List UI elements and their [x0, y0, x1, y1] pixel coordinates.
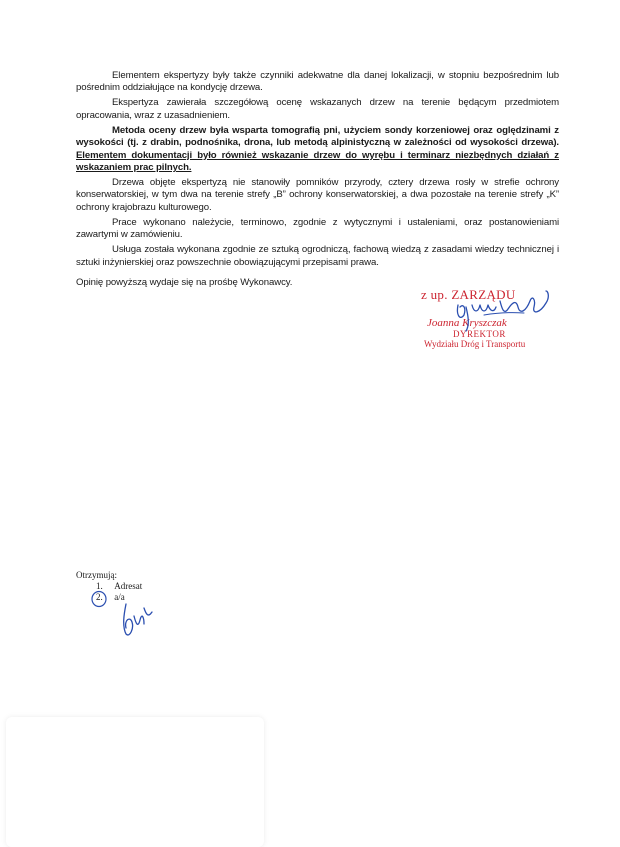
recipient-label: a/a: [114, 592, 125, 602]
paragraph-6: Usługa została wykonana zgodnie ze sztuką ogrodniczą, fachową wiedzą z zasadami wiedzy technicznej i sztuki inżynierskiej oraz powszechnie obowiązującymi przepisami prawa.: [76, 244, 559, 268]
initials-signature: [116, 598, 156, 642]
stamp-title: DYREKTOR: [453, 329, 506, 339]
paragraph-3-underlined: Elementem dokumentacji było również wskazanie drzew do wyrębu i terminarz niezbędnych działań z wskazaniem prac pilnych.: [76, 149, 559, 174]
official-stamp: [400, 285, 570, 355]
paragraph-1: Elementem ekspertyzy były także czynniki adekwatne dla danej lokalizacji, w stopniu bezpośrednim lub pośrednim oddziałujące na kondycję drzewa.: [76, 70, 559, 94]
stamp-name: Joanna Kryszczak: [427, 317, 507, 329]
paragraph-3: [76, 125, 559, 175]
paragraph-3-bold: Metoda oceny drzew była wsparta tomografią pni, użyciem sondy korzeniowej oraz oględzinami z wysokości (tj. z drabin, podnośnika, drona, lub metodą alpinistyczną w zależności od wysokości drzewa).: [76, 124, 559, 149]
document-body: [76, 70, 559, 292]
handwritten-signature: [400, 285, 570, 355]
paragraph-2: Ekspertyza zawierała szczegółową ocenę wskazanych drzew na terenie będącym przedmiotem opracowania, wraz z uzasadnieniem.: [76, 97, 559, 121]
blank-card: [6, 717, 264, 847]
recipients-heading: Otrzymują:: [76, 570, 117, 580]
paragraph-4: Drzewa objęte ekspertyzą nie stanowiły pomników przyrody, cztery drzewa rosły w strefie ochrony konserwatorskiej, w tym dwa na terenie strefy „B” ochrony konserwatorskiej, a dwa pozostałe na terenie strefy „K” ochrony krajobrazu kulturowego.: [76, 177, 559, 213]
recipient-label: Adresat: [114, 581, 143, 591]
stamp-department: Wydziału Dróg i Transportu: [424, 339, 526, 349]
recipient-number: 1.: [96, 581, 103, 591]
circled-number-mark: [90, 589, 110, 609]
stamp-authority-line: z up. ZARZĄDU: [421, 287, 516, 302]
recipient-number: 2.: [96, 592, 103, 602]
closing-sentence: Opinię powyższą wydaje się na prośbę Wykonawcy.: [76, 277, 293, 289]
paragraph-5: Prace wykonano należycie, terminowo, zgodnie z wytycznymi i ustaleniami, oraz postanowieniami zawartymi w zamówieniu.: [76, 216, 559, 241]
